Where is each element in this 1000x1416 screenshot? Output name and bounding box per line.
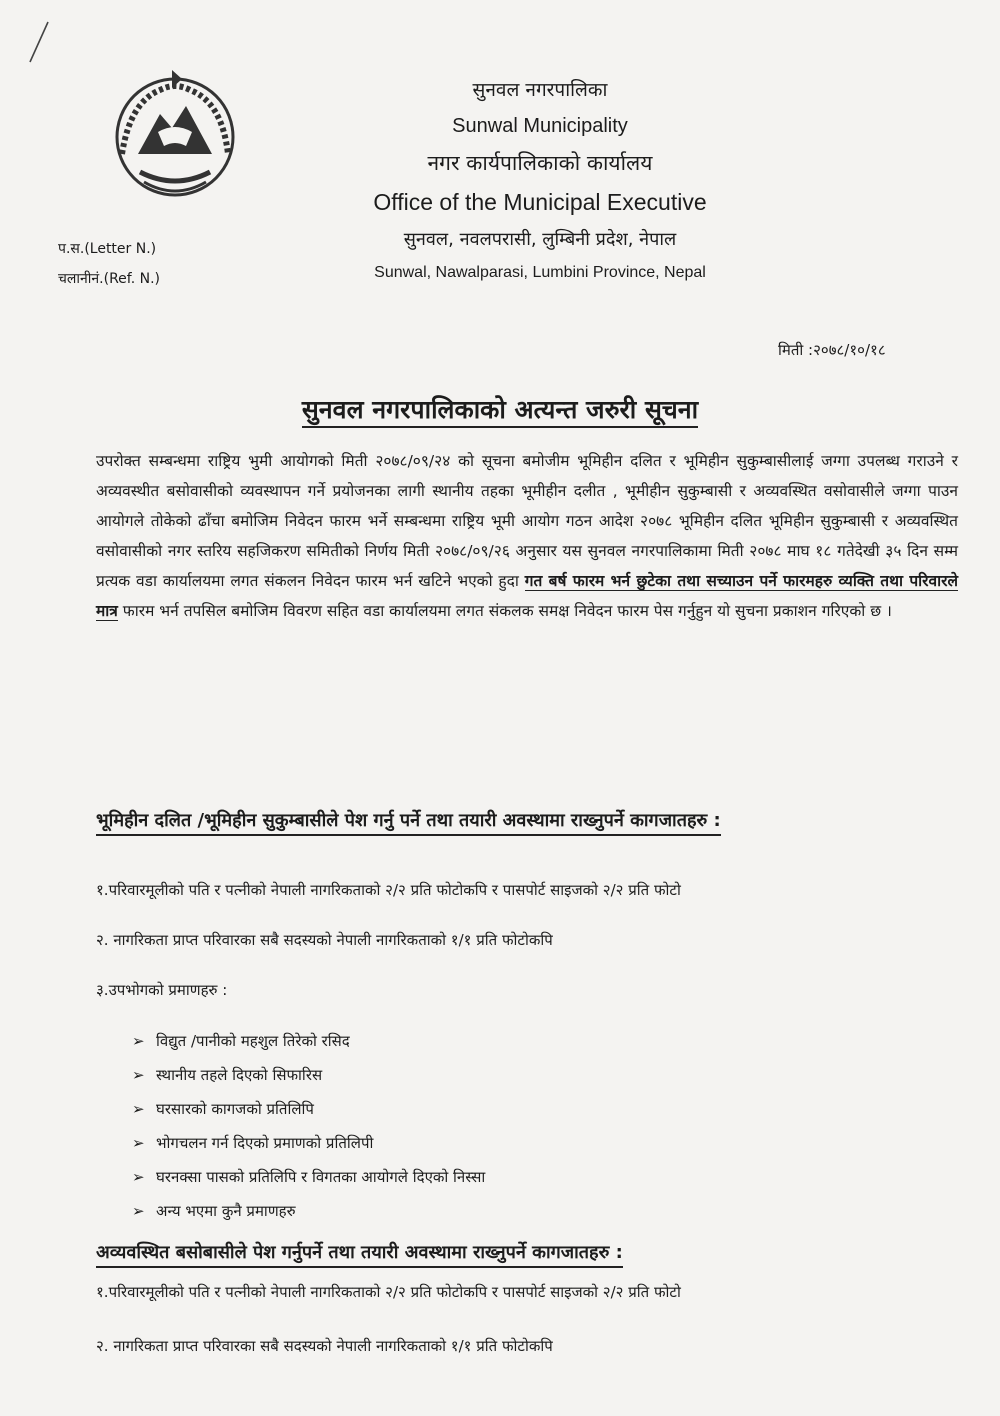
office-name-en: Office of the Municipal Executive (373, 189, 707, 215)
arrow-bullet-icon: ➢ (132, 1134, 145, 1152)
address-np: सुनवल, नवलपरासी, लुम्बिनी प्रदेश, नेपाल (403, 229, 677, 250)
section1-item3: ३.उपभोगको प्रमाणहरु : (96, 981, 228, 999)
letter-date: मिती :२०७८/१०/१८ (778, 341, 886, 359)
section1-heading: भूमिहीन दलित /भूमिहीन सुकुम्बासीले पेश गर्नु पर्ने तथा तयारी अवस्थामा राख्नुपर्ने कागजातहरु : (96, 808, 721, 836)
notice-title (0, 392, 1000, 426)
office-name-np: नगर कार्यपालिकाको कार्यालय (427, 151, 653, 175)
letterhead (300, 72, 780, 288)
reference-block (58, 234, 160, 294)
list-item: ➢ घरनक्सा पासको प्रतिलिपि र विगतका आयोगले दिएको निस्सा (132, 1160, 485, 1194)
address-en: Sunwal, Nawalparasi, Lumbini Province, Nepal (374, 264, 706, 281)
paragraph-emphasis: गत बर्ष फारम भर्न छुटेका तथा सच्याउन पर्ने फारमहरु व्यक्ति तथा परिवारले मात्र (96, 572, 958, 620)
section2-heading: अव्यवस्थित बसोबासीले पेश गर्नुपर्ने तथा तयारी अवस्थामा राख्नुपर्ने कागजातहरु : (96, 1240, 623, 1268)
list-item: ➢ अन्य भएमा कुनै प्रमाणहरु (132, 1194, 485, 1228)
arrow-bullet-icon: ➢ (132, 1032, 145, 1050)
paragraph-part2: फारम भर्न तपसिल बमोजिम विवरण सहित वडा कार्यालयमा लगत संकलक समक्ष निवेदन फारम पेस गर्नुहुन यो सुचना प्रकाशन गरिएको छ । (117, 602, 892, 620)
evidence-list (132, 1024, 485, 1228)
arrow-bullet-icon: ➢ (132, 1066, 145, 1084)
section1-item1: १.परिवारमूलीको पति र पत्नीको नेपाली नागरिकताको २/२ प्रति फोटोकपि र पासपोर्ट साइजको २/२ प्रति फोटो (96, 881, 681, 899)
arrow-bullet-icon: ➢ (132, 1100, 145, 1118)
arrow-bullet-icon: ➢ (132, 1202, 145, 1220)
pen-mark (22, 18, 52, 68)
list-item: ➢ भोगचलन गर्न दिएको प्रमाणको प्रतिलिपी (132, 1126, 485, 1160)
section2-item1: १.परिवारमूलीको पति र पत्नीको नेपाली नागरिकताको २/२ प्रति फोटोकपि र पासपोर्ट साइजको २/२ प्रति फोटो (96, 1283, 681, 1301)
list-item: ➢ घरसारको कागजको प्रतिलिपि (132, 1092, 485, 1126)
letter-number: प.स.(Letter N.) (58, 241, 157, 257)
nepal-emblem-icon (100, 62, 250, 212)
reference-number: चलानीनं.(Ref. N.) (58, 271, 160, 287)
municipality-name-en: Sunwal Municipality (452, 115, 628, 137)
notice-title-text: सुनवल नगरपालिकाको अत्यन्त जरुरी सूचना (302, 395, 698, 428)
municipality-name-np: सुनवल नगरपालिका (472, 79, 608, 101)
list-item: ➢ स्थानीय तहले दिएको सिफारिस (132, 1058, 485, 1092)
arrow-bullet-icon: ➢ (132, 1168, 145, 1186)
list-item: ➢ विद्युत /पानीको महशुल तिरेको रसिद (132, 1024, 485, 1058)
section1-item2: २. नागरिकता प्राप्त परिवारका सबै सदस्यको नेपाली नागरिकताको १/१ प्रति फोटोकपि (96, 931, 553, 949)
paragraph-part1: उपरोक्त सम्बन्धमा राष्ट्रिय भुमी आयोगको मिती २०७८/०९/२४ को सूचना बमोजीम भूमिहीन दलित र भूमिहीन सुकुम्बासीलाई जग्गा उपलब्ध गराउने र अव्यवस्थीत बसोवासीको व्यवस्थापन गर्ने प्रयोजनका लागी स्थानीय तहका भूमीहीन दलीत , भूमीहीन सुकुम्बासी र अव्यवस्थित वसोवासीले जग्गा पाउन आयोगले तोकेको ढाँचा बमोजिम निवेदन फारम भर्ने सम्बन्धमा राष्ट्रिय भूमी आयोग गठन आदेश २०७८ भूमिहीन दलित भूमिहीन सुकुम्बासी र अव्यवस्थित वसोवासीको नगर स्तरिय सहजिकरण समितीको निर्णय मिती २०७८/०९/२६ अनुसार यस सुनवल नगरपालिकामा मिती २०७८ माघ १८ गतेदेखी ३५ दिन सम्म प्रत्यक वडा कार्यालयमा लगत संकलन निवेदन फारम भर्न खटिने भएको हुदा (96, 452, 958, 590)
section2-item2: २. नागरिकता प्राप्त परिवारका सबै सदस्यको नेपाली नागरिकताको १/१ प्रति फोटोकपि (96, 1337, 553, 1355)
notice-paragraph (96, 446, 958, 626)
